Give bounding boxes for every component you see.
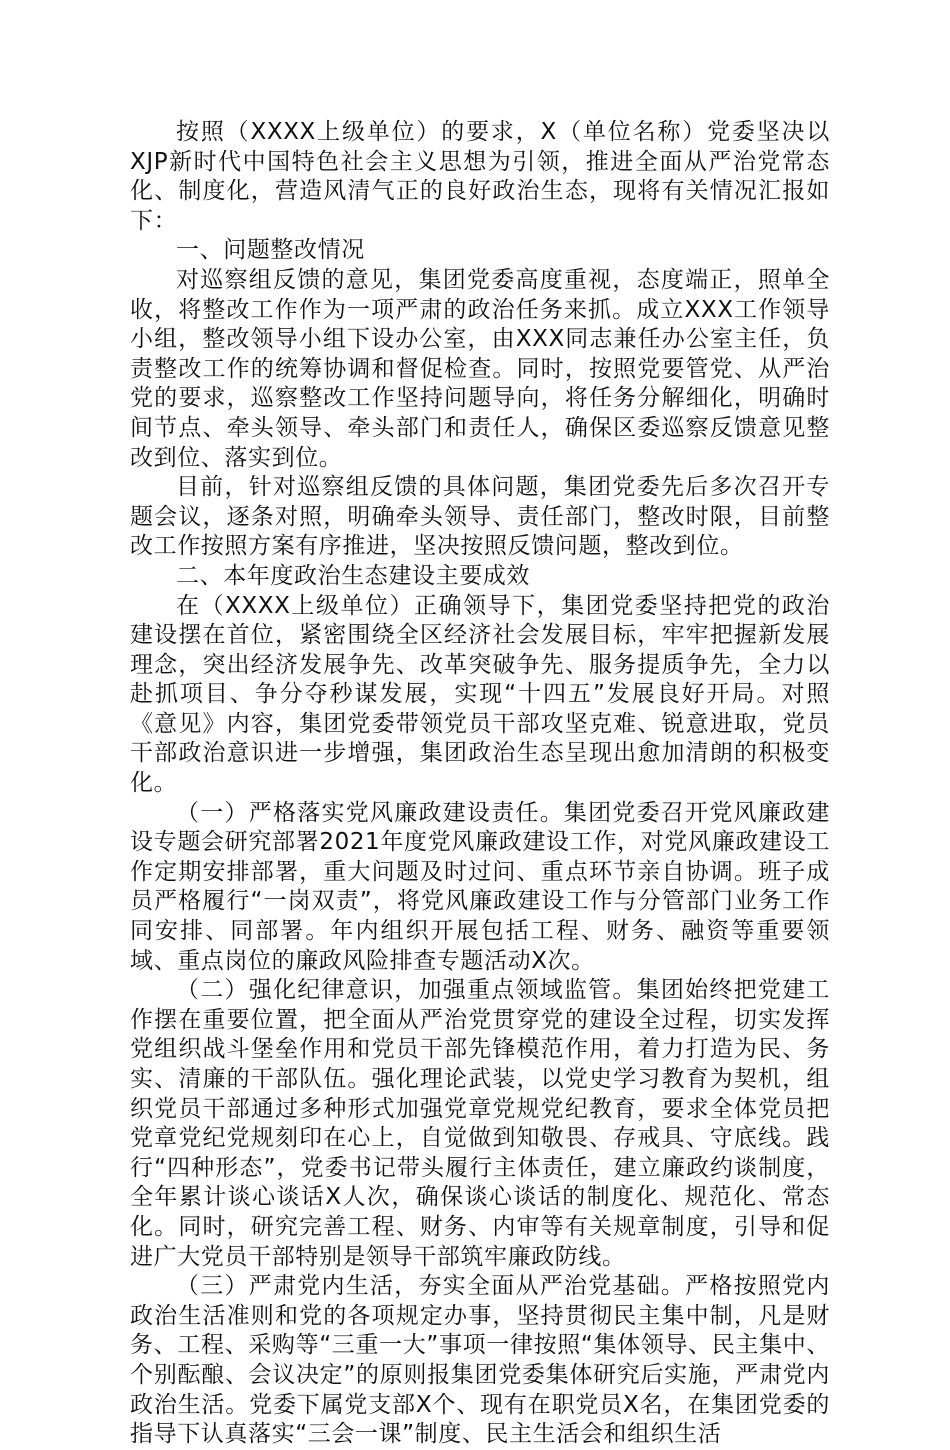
section-1-paragraph-1: 对巡察组反馈的意见，集团党委高度重视，态度端正，照单全收，将整改工作作为一项严肃的政治任务来抓。成立XXX工作领导小组，整改领导小组下设办公室，由XXX同志兼任办公室主任，负责整改工作的统筹协调和督促检查。同时，按照党要管党、从严治党的要求，巡察整改工作坚持问题导向，将任务分解细化，明确时间节点、牵头领导、牵头部门和责任人，确保区委巡察反馈意见整改到位、落实到位。 (130, 266, 830, 471)
section-2-paragraph-1: 在（XXXX上级单位）正确领导下，集团党委坚持把党的政治建设摆在首位，紧密围绕全区经济社会发展目标，牢牢把握新发展理念，突出经济发展争先、改革突破争先、服务提质争先，全力以赴抓项目、争分夺秒谋发展，实现“十四五”发展良好开局。对照《意见》内容，集团党委带领党员干部攻坚克难、锐意进取，党员干部政治意识进一步增强，集团政治生态呈现出愈加清朗的积极变化。 (130, 592, 830, 797)
section-1-paragraph-2: 目前，针对巡察组反馈的具体问题，集团党委先后多次召开专题会议，逐条对照，明确牵头领导、责任部门，整改时限，目前整改工作按照方案有序推进，坚决按照反馈问题，整改到位。 (130, 474, 830, 560)
intro-paragraph: 按照（XXXX上级单位）的要求，X（单位名称）党委坚决以XJP新时代中国特色社会主义思想为引领，推进全面从严治党常态化、制度化，营造风清气正的良好政治生态，现将有关情况汇报如下： (130, 119, 830, 234)
section-2-paragraph-4: （三）严肃党内生活，夯实全面从严治党基础。严格按照党内政治生活准则和党的各项规定办事，坚持贯彻民主集中制，凡是财务、工程、采购等“三重一大”事项一律按照“集体领导、民主集中、个别酝酿、会议决定”的原则报集团党委集体研究后实施，严肃党内政治生活。党委下属党支部X个、现有在职党员X名，在集团党委的指导下认真落实“三会一课”制度、民主生活会和组织生活 (130, 1273, 830, 1448)
section-2-paragraph-3: （二）强化纪律意识，加强重点领域监管。集团始终把党建工作摆在重要位置，把全面从严治党贯穿党的建设全过程，切实发挥党组织战斗堡垒作用和党员干部先锋模范作用，着力打造为民、务实、清廉的干部队伍。强化理论武装，以党史学习教育为契机，组织党员干部通过多种形式加强党章党规党纪教育，要求全体党员把党章党纪党规刻印在心上，自觉做到知敬畏、存戒具、守底线。践行“四种形态”，党委书记带头履行主体责任，建立廉政约谈制度，全年累计谈心谈话X人次，确保谈心谈话的制度化、规范化、常态化。同时，研究完善工程、财务、内审等有关规章制度，引导和促进广大党员干部特别是领导干部筑牢廉政防线。 (130, 977, 830, 1270)
section-2-paragraph-2: （一）严格落实党风廉政建设责任。集团党委召开党风廉政建设专题会研究部署2021年度党风廉政建设工作，对党风廉政建设工作定期安排部署，重大问题及时过问、重点环节亲自协调。班子成员严格履行“一岗双责”，将党风廉政建设工作与分管部门业务工作同安排、同部署。年内组织开展包括工程、财务、融资等重要领域、重点岗位的廉政风险排查专题活动X次。 (130, 799, 830, 974)
document-page (130, 118, 830, 1450)
section-1-heading: 一、问题整改情况 (176, 237, 365, 264)
section-2-heading: 二、本年度政治生态建设主要成效 (176, 562, 530, 589)
